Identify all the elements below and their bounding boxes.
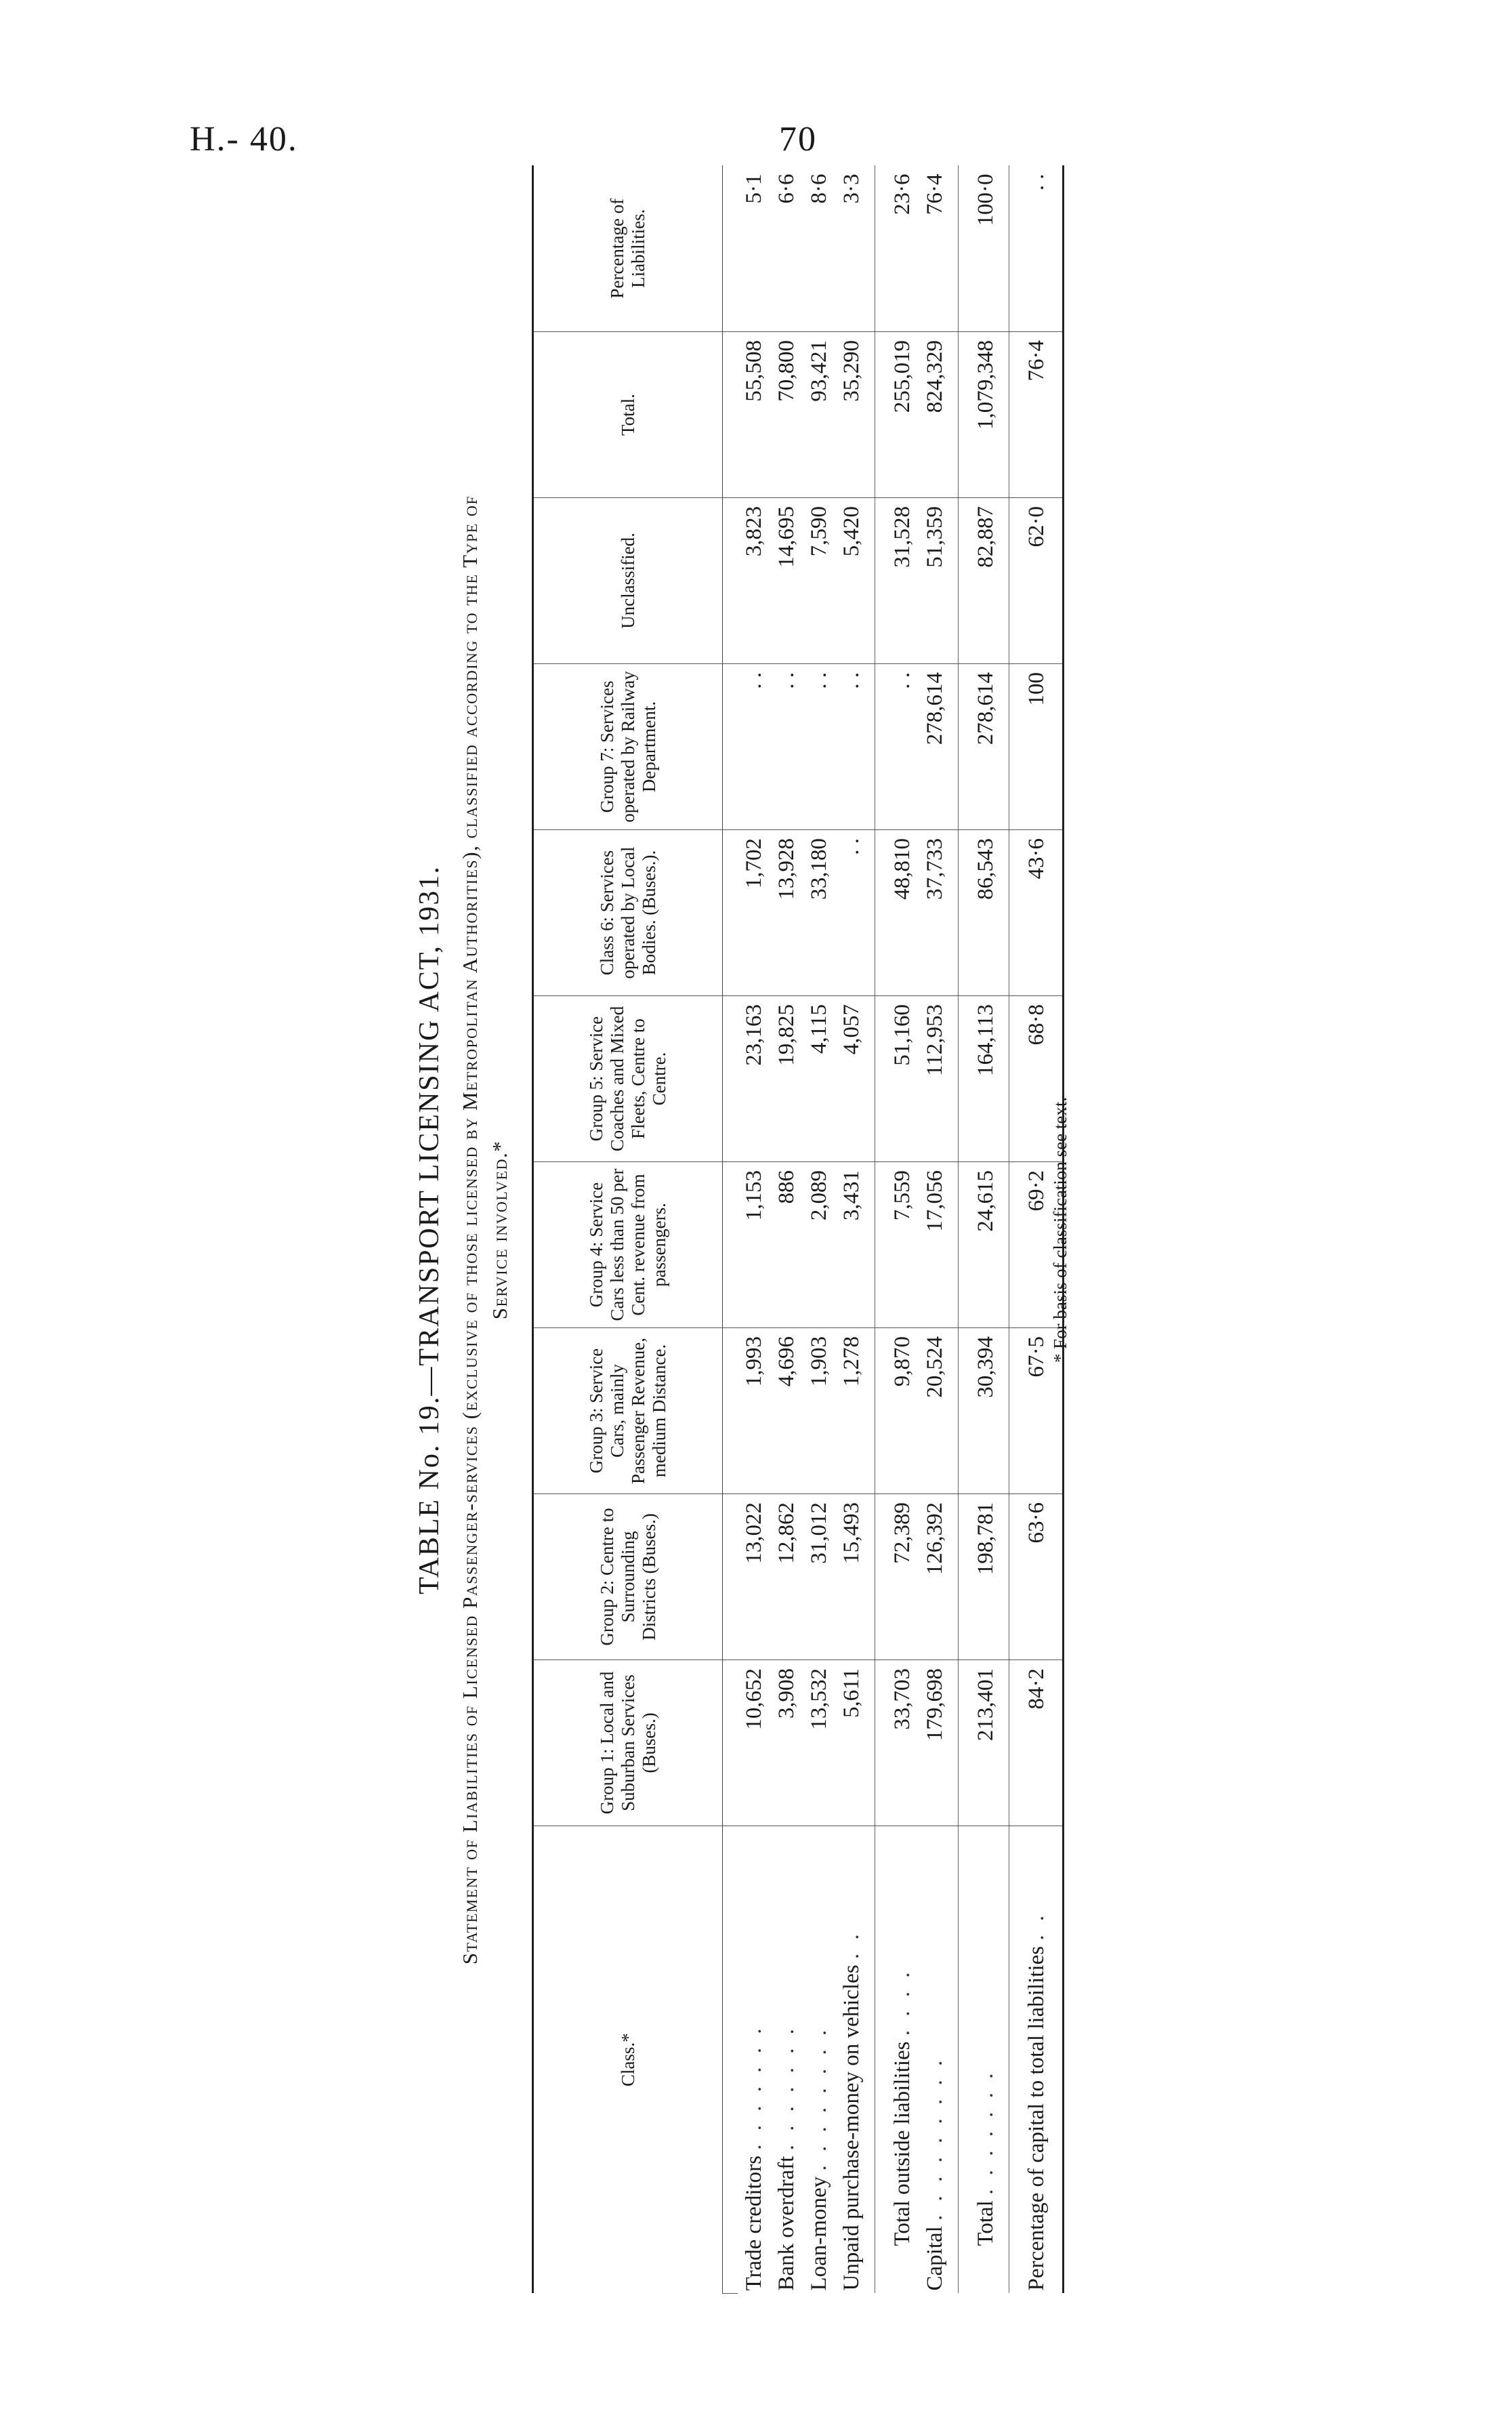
cell-g1: 13,532 — [803, 1660, 835, 1826]
table-subtitle — [455, 166, 515, 2294]
col-header-group-5: Group 5: Service Coaches and Mixed Fleets, Centre to Centre. — [533, 996, 723, 1162]
cell-total: 93,421 — [803, 332, 835, 498]
cell-g5: 4,057 — [835, 996, 875, 1162]
cell-g3: 20,524 — [919, 1328, 959, 1494]
cell-g1: 5,611 — [835, 1660, 875, 1826]
cell-g5: 68·8 — [1009, 996, 1064, 1162]
cell-pct: 5·1 — [738, 166, 770, 332]
cell-g7: 278,614 — [959, 664, 1009, 830]
cell-unclassified: 14,695 — [770, 498, 803, 664]
cell-g7: . . — [875, 664, 919, 830]
cell-g7: 278,614 — [919, 664, 959, 830]
cell-pct: 8·6 — [803, 166, 835, 332]
row-label: Percentage of capital to total liabilities . . — [1009, 1826, 1064, 2294]
cell-g1: 10,652 — [738, 1660, 770, 1826]
col-header-group-2: Group 2: Centre to Surrounding Districts (Buses.) — [533, 1494, 723, 1660]
cell-c6: 48,810 — [875, 830, 919, 996]
cell-g1: 3,908 — [770, 1660, 803, 1826]
subtitle-line-1: Statement of Liabilities of Licensed Passenger-services (exclusive of those licensed by Metropolitan Authorities), classified according to the Type of — [458, 495, 482, 1965]
col-header-group-3: Group 3: Service Cars, mainly Passenger Revenue, medium Distance. — [533, 1328, 723, 1494]
col-header-class: Class.* — [533, 1826, 723, 2294]
cell-g4: 7,559 — [875, 1162, 919, 1328]
cell-g1: 33,703 — [875, 1660, 919, 1826]
col-header-class-6: Class 6: Services operated by Local Bodies. (Buses.). — [533, 830, 723, 996]
col-header-group-7: Group 7: Services operated by Railway Department. — [533, 664, 723, 830]
rotated-table-page — [413, 166, 1108, 2294]
cell-pct: 100·0 — [959, 166, 1009, 332]
cell-g3: 1,278 — [835, 1328, 875, 1494]
cell-g5: 19,825 — [770, 996, 803, 1162]
cell-pct: 76·4 — [919, 166, 959, 332]
row-label: Total . . . . . . . — [959, 1826, 1009, 2294]
cell-g2: 13,022 — [738, 1494, 770, 1660]
table-title: TABLE No. 19.—TRANSPORT LICENSING ACT, 1931. — [414, 865, 445, 1594]
cell-c6: 37,733 — [919, 830, 959, 996]
cell-g4: 24,615 — [959, 1162, 1009, 1328]
page-number: 70 — [779, 120, 817, 159]
header-row — [533, 166, 723, 2294]
cell-total: 255,019 — [875, 332, 919, 498]
cell-g5: 164,113 — [959, 996, 1009, 1162]
liabilities-table — [532, 166, 1064, 2294]
row-total — [959, 166, 1009, 2294]
row-trade-creditors — [738, 166, 770, 2294]
cell-g3: 1,903 — [803, 1328, 835, 1494]
cell-total: 1,079,348 — [959, 332, 1009, 498]
cell-unclassified: 7,590 — [803, 498, 835, 664]
cell-unclassified: 5,420 — [835, 498, 875, 664]
subtitle-line-2: Service involved.* — [488, 1140, 511, 1320]
footnote: * For basis of classification see text. — [1050, 1096, 1070, 1363]
row-total-outside-liabilities — [875, 166, 919, 2294]
cell-unclassified: 51,359 — [919, 498, 959, 664]
cell-unclassified: 31,528 — [875, 498, 919, 664]
row-loan-money — [803, 166, 835, 2294]
cell-c6: 43·6 — [1009, 830, 1064, 996]
cell-g1: 213,401 — [959, 1660, 1009, 1826]
cell-g2: 126,392 — [919, 1494, 959, 1660]
cell-g1: 84·2 — [1009, 1660, 1064, 1826]
cell-g4: 69·2 — [1009, 1162, 1064, 1328]
row-label: Capital . . . . . . . . . — [923, 2056, 947, 2291]
cell-g3: 4,696 — [770, 1328, 803, 1494]
cell-c6: 86,543 — [959, 830, 1009, 996]
cell-g2: 12,862 — [770, 1494, 803, 1660]
cell-pct: 23·6 — [875, 166, 919, 332]
col-header-group-1: Group 1: Local and Suburban Services (Buses.) — [533, 1660, 723, 1826]
row-label: Loan-money . . . . . . . . — [807, 2025, 831, 2291]
row-label: Trade creditors . . . . . . . — [742, 2024, 766, 2291]
col-header-group-4: Group 4: Service Cars less than 50 per Cent. revenue from passengers. — [533, 1162, 723, 1328]
cell-g7: . . — [835, 664, 875, 830]
col-header-total: Total. — [533, 332, 723, 498]
page-reference: H.- 40. — [190, 120, 298, 159]
cell-g7: . . — [738, 664, 770, 830]
cell-c6: 13,928 — [770, 830, 803, 996]
cell-pct: . . — [1009, 166, 1064, 332]
cell-total: 35,290 — [835, 332, 875, 498]
cell-g4: 886 — [770, 1162, 803, 1328]
row-label: Total outside liabilities . . . . — [875, 1826, 919, 2294]
row-unpaid-purchase-money — [835, 166, 875, 2294]
row-label: Unpaid purchase-money on vehicles . . — [839, 1930, 864, 2291]
col-header-percentage: Percentage of Liabilities. — [533, 166, 723, 332]
cell-g2: 31,012 — [803, 1494, 835, 1660]
row-label: Bank overdraft . . . . . . . — [774, 2025, 799, 2291]
cell-g3: 67·5 — [1009, 1328, 1064, 1494]
cell-pct: 3·3 — [835, 166, 875, 332]
cell-g2: 15,493 — [835, 1494, 875, 1660]
cell-g3: 30,394 — [959, 1328, 1009, 1494]
cell-g4: 2,089 — [803, 1162, 835, 1328]
cell-g4: 3,431 — [835, 1162, 875, 1328]
col-header-unclassified: Unclassified. — [533, 498, 723, 664]
cell-g3: 9,870 — [875, 1328, 919, 1494]
cell-g5: 23,163 — [738, 996, 770, 1162]
cell-g2: 63·6 — [1009, 1494, 1064, 1660]
cell-total: 55,508 — [738, 332, 770, 498]
cell-g7: 100 — [1009, 664, 1064, 830]
cell-g2: 72,389 — [875, 1494, 919, 1660]
cell-unclassified: 3,823 — [738, 498, 770, 664]
cell-total: 70,800 — [770, 332, 803, 498]
cell-g7: . . — [803, 664, 835, 830]
cell-unclassified: 82,887 — [959, 498, 1009, 664]
cell-g5: 112,953 — [919, 996, 959, 1162]
cell-total: 824,329 — [919, 332, 959, 498]
cell-g5: 51,160 — [875, 996, 919, 1162]
cell-g2: 198,781 — [959, 1494, 1009, 1660]
cell-c6: 33,180 — [803, 830, 835, 996]
cell-unclassified: 62·0 — [1009, 498, 1064, 664]
cell-g1: 179,698 — [919, 1660, 959, 1826]
cell-g4: 1,153 — [738, 1162, 770, 1328]
cell-g5: 4,115 — [803, 996, 835, 1162]
cell-total: 76·4 — [1009, 332, 1064, 498]
cell-c6: 1,702 — [738, 830, 770, 996]
cell-g7: . . — [770, 664, 803, 830]
cell-g4: 17,056 — [919, 1162, 959, 1328]
row-bank-overdraft — [770, 166, 803, 2294]
cell-pct: 6·6 — [770, 166, 803, 332]
cell-c6: . . — [835, 830, 875, 996]
row-capital — [919, 166, 959, 2294]
cell-g3: 1,993 — [738, 1328, 770, 1494]
